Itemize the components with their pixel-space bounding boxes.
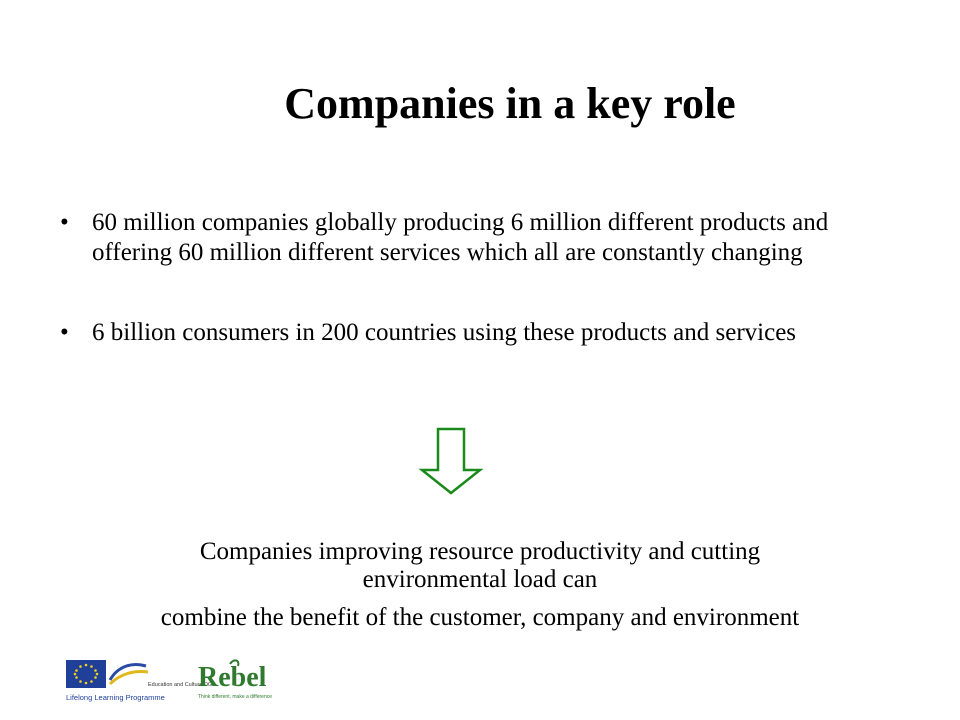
- bullet-text: 60 million companies globally producing 6 million different products and offering 60 million different services which all are constantly changing: [92, 209, 829, 266]
- bullet-item: [60, 318, 900, 348]
- svg-text:Lifelong Learning Programme: Lifelong Learning Programme: [66, 693, 165, 702]
- slide-title: Companies in a key role: [284, 79, 736, 128]
- footer-logos: [66, 658, 296, 704]
- svg-text:Rebel: Rebel: [198, 662, 267, 693]
- bullet-list: [60, 208, 900, 348]
- svg-text:Education and Culture DG: Education and Culture DG: [148, 682, 213, 688]
- conclusion-line-1: Companies improving resource productivity and cutting: [199, 538, 761, 565]
- down-arrow-icon: [418, 426, 484, 496]
- svg-text:Think different, make a differ: Think different, make a difference: [198, 694, 273, 700]
- conclusion-line-3: combine the benefit of the customer, company and environment: [160, 604, 800, 631]
- bullet-text: 6 billion consumers in 200 countries using these products and services: [92, 319, 797, 346]
- bullet-item: [60, 208, 900, 268]
- bullet-marker: •: [60, 209, 69, 236]
- conclusion-line-2: environmental load can: [362, 566, 598, 593]
- bullet-marker: •: [60, 319, 69, 346]
- rebel-logo-icon: [196, 658, 296, 704]
